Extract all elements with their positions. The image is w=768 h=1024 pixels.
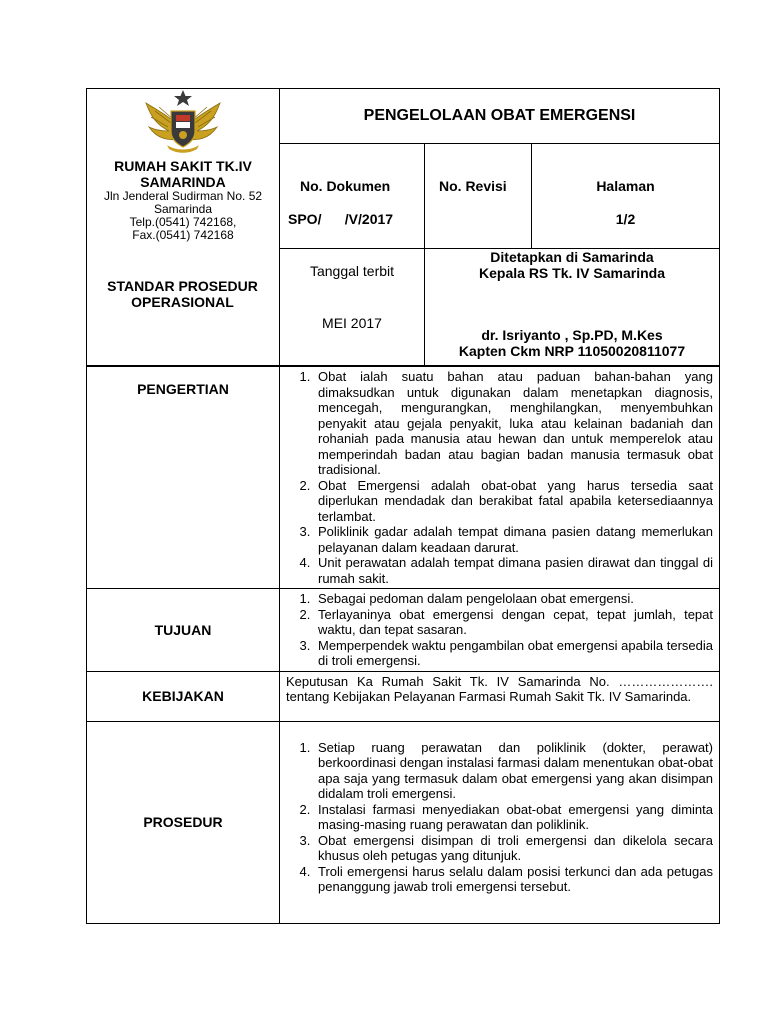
tujuan-label-text: TUJUAN <box>154 621 212 638</box>
spo-document <box>86 88 719 914</box>
hospital-identity-cell <box>87 89 280 366</box>
signer-rank: Kapten Ckm NRP 11050020811077 <box>458 343 686 359</box>
prosedur-content <box>280 721 720 923</box>
page-value: 1/2 <box>615 211 636 227</box>
issued-date-label: Tanggal terbit <box>309 263 395 279</box>
address-line2: Samarinda <box>153 202 213 216</box>
tujuan-list <box>286 591 713 669</box>
prosedur-label <box>87 721 280 923</box>
set-in-location: Ditetapkan di Samarinda <box>490 249 654 265</box>
document-title: PENGELOLAAN OBAT EMERGENSI <box>280 89 720 144</box>
issued-date-value: MEI 2017 <box>322 315 382 331</box>
prosedur-item: 4. Troli emergensi harus selalu dalam posisi terkunci dan ada petugas penanggung jawab troli emergensi tersebut. <box>314 864 713 895</box>
page-cell <box>532 144 720 249</box>
doc-number-cell <box>280 144 425 249</box>
pengertian-item: 1. Obat ialah suatu bahan atau paduan bahan-bahan yang dimaksudkan untuk digunakan dalam menetapkan diagnosis, mencegah, mengurangkan, menghilangkan, menyembuhkan penyakit atau gejala penyakit, luka atau kelainan badaniah dan rohaniah pada manusia atau hewan dan untuk memperelok atau memperindah badan atau bagian badan manusia termasuk obat tradisional. <box>314 369 713 478</box>
kebijakan-content: Keputusan Ka Rumah Sakit Tk. IV Samarinda No. …………………. tentang Kebijakan Pelayanan Farmasi Rumah Sakit Tk. IV Samarinda. <box>280 671 720 721</box>
tujuan-item: 2. Terlayaninya obat emergensi dengan cepat, tepat jumlah, tepat waktu, dan tepat sasaran. <box>314 607 713 638</box>
spo-label <box>86 278 279 310</box>
kebijakan-label-text: KEBIJAKAN <box>142 688 224 704</box>
pengertian-label-text: PENGERTIAN <box>137 381 229 397</box>
revision-label: No. Revisi <box>439 178 507 194</box>
issued-date-cell <box>280 249 425 366</box>
revision-cell <box>425 144 532 249</box>
approver-position: Kepala RS Tk. IV Samarinda <box>479 265 665 281</box>
prosedur-item: 1. Setiap ruang perawatan dan poliklinik (dokter, perawat) berkoordinasi dengan instalasi farmasi dalam menentukan obat-obat apa saja yang termasuk dalam obat emergensi yang akan disimpan didalam troli emergensi. <box>314 740 713 802</box>
prosedur-item: 3. Obat emergensi disimpan di troli emergensi dan dikelola secara khusus oleh petugas yang ditunjuk. <box>314 833 713 864</box>
page-label: Halaman <box>596 178 655 194</box>
doc-number-value: SPO/ /V/2017 <box>288 211 394 227</box>
hospital-name-line1: RUMAH SAKIT TK.IV <box>114 158 252 174</box>
pengertian-item: 4. Unit perawatan adalah tempat dimana pasien dirawat dan tinggal di rumah sakit. <box>314 555 713 586</box>
tujuan-item: 1. Sebagai pedoman dalam pengelolaan obat emergensi. <box>314 591 713 607</box>
hospital-name-line2: SAMARINDA <box>140 174 226 190</box>
prosedur-label-text: PROSEDUR <box>143 814 223 830</box>
kebijakan-label <box>87 671 280 721</box>
spo-label-line1: STANDAR PROSEDUR <box>107 278 258 294</box>
doc-number-label: No. Dokumen <box>300 178 391 194</box>
pengertian-content <box>280 367 720 589</box>
fax-line: Fax.(0541) 742168 <box>132 228 234 242</box>
hospital-emblem-icon <box>143 89 223 155</box>
signer-name: dr. Isriyanto , Sp.PD, M.Kes <box>481 327 663 343</box>
pengertian-label <box>87 367 280 589</box>
pengertian-list <box>286 369 713 586</box>
phone-line: Telp.(0541) 742168, <box>129 215 237 229</box>
tujuan-content <box>280 589 720 672</box>
pengertian-item: 3. Poliklinik gadar adalah tempat dimana pasien datang memerlukan pelayanan dalam keadaan darurat. <box>314 524 713 555</box>
approval-cell <box>425 249 720 366</box>
prosedur-item: 2. Instalasi farmasi menyediakan obat-obat emergensi yang diminta masing-masing ruang perawatan dan poliklinik. <box>314 802 713 833</box>
pengertian-item: 2. Obat Emergensi adalah obat-obat yang harus tersedia saat diperlukan mendadak dan berakibat fatal apabila ketersediaannya terlambat. <box>314 478 713 525</box>
spo-label-line2: OPERASIONAL <box>131 294 234 310</box>
tujuan-item: 3. Memperpendek waktu pengambilan obat emergensi apabila tersedia di troli emergensi. <box>314 638 713 669</box>
spo-table <box>86 88 720 924</box>
address-line1: Jln Jenderal Sudirman No. 52 <box>103 189 263 203</box>
tujuan-label <box>87 589 280 672</box>
prosedur-list <box>286 740 713 895</box>
